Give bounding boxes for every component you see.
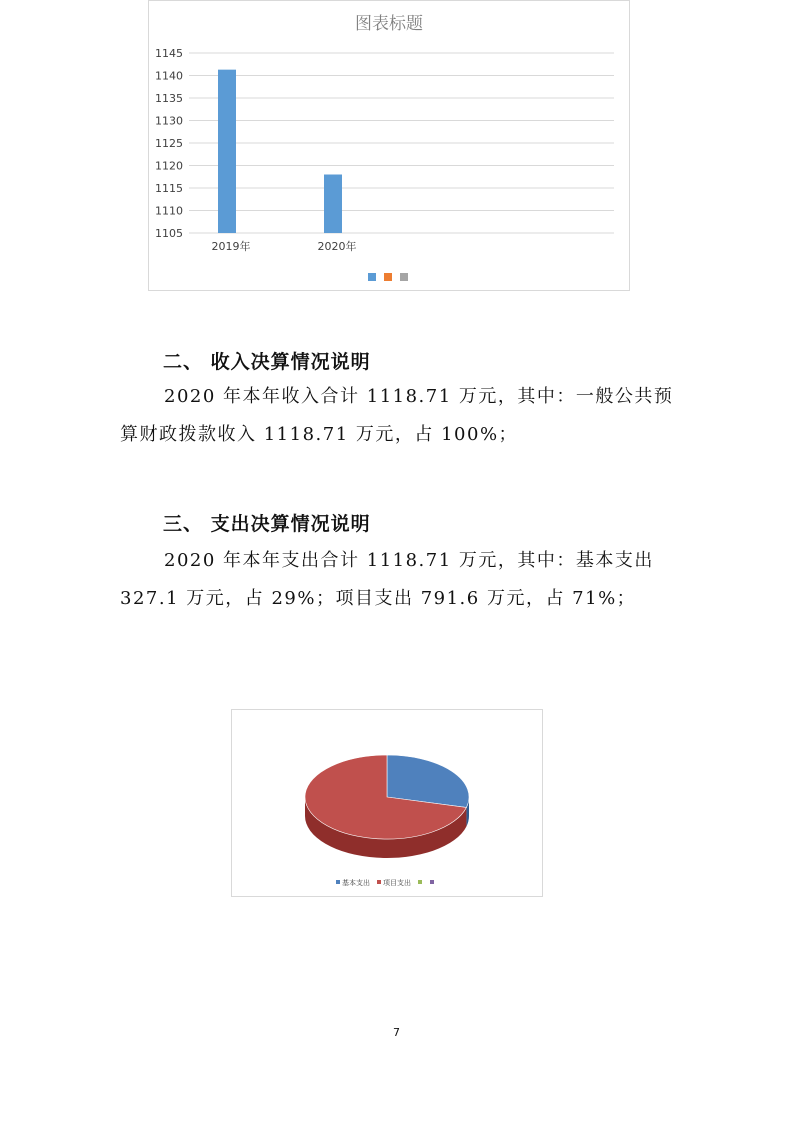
section-2-heading: 二、 收入决算情况说明 <box>163 351 371 373</box>
legend-swatch <box>384 273 392 281</box>
y-tick-label: 1105 <box>155 227 183 240</box>
x-tick-label: 2019年 <box>211 240 251 253</box>
y-tick-label: 1135 <box>155 92 183 105</box>
section-2-paragraph: 2020 年本年收入合计 1118.71 万元，其中：一般公共预算财政拨款收入 1118.71 万元，占 100%； <box>120 386 674 445</box>
legend-swatch <box>368 273 376 281</box>
bar-chart-svg <box>149 1 629 290</box>
chart-title: 图表标题 <box>355 14 423 34</box>
x-tick-label: 2020年 <box>317 240 357 253</box>
bar <box>218 70 236 233</box>
y-tick-label: 1125 <box>155 137 183 150</box>
legend-label: 基本支出 <box>342 879 370 887</box>
pie-chart <box>231 709 543 897</box>
pie-chart-svg <box>232 710 542 896</box>
y-tick-label: 1115 <box>155 182 183 195</box>
legend-swatch <box>418 880 422 884</box>
y-tick-label: 1110 <box>155 204 183 218</box>
y-tick-label: 1120 <box>155 159 183 173</box>
section-3-paragraph: 2020 年本年支出合计 1118.71 万元，其中：基本支出 327.1 万元，占 29%；项目支出 791.6 万元，占 71%； <box>120 550 654 609</box>
bar-chart <box>148 0 630 291</box>
legend-swatch <box>430 880 434 884</box>
legend-swatch <box>400 273 408 281</box>
section-3-heading: 三、 支出决算情况说明 <box>163 513 371 535</box>
bar <box>324 175 342 234</box>
legend-label: 项目支出 <box>383 879 411 887</box>
page-number: 7 <box>393 1026 400 1039</box>
y-tick-label: 1145 <box>155 47 183 60</box>
legend-swatch <box>377 880 381 884</box>
y-tick-label: 1140 <box>155 69 183 83</box>
legend-swatch <box>336 880 340 884</box>
y-tick-label: 1130 <box>155 114 183 128</box>
